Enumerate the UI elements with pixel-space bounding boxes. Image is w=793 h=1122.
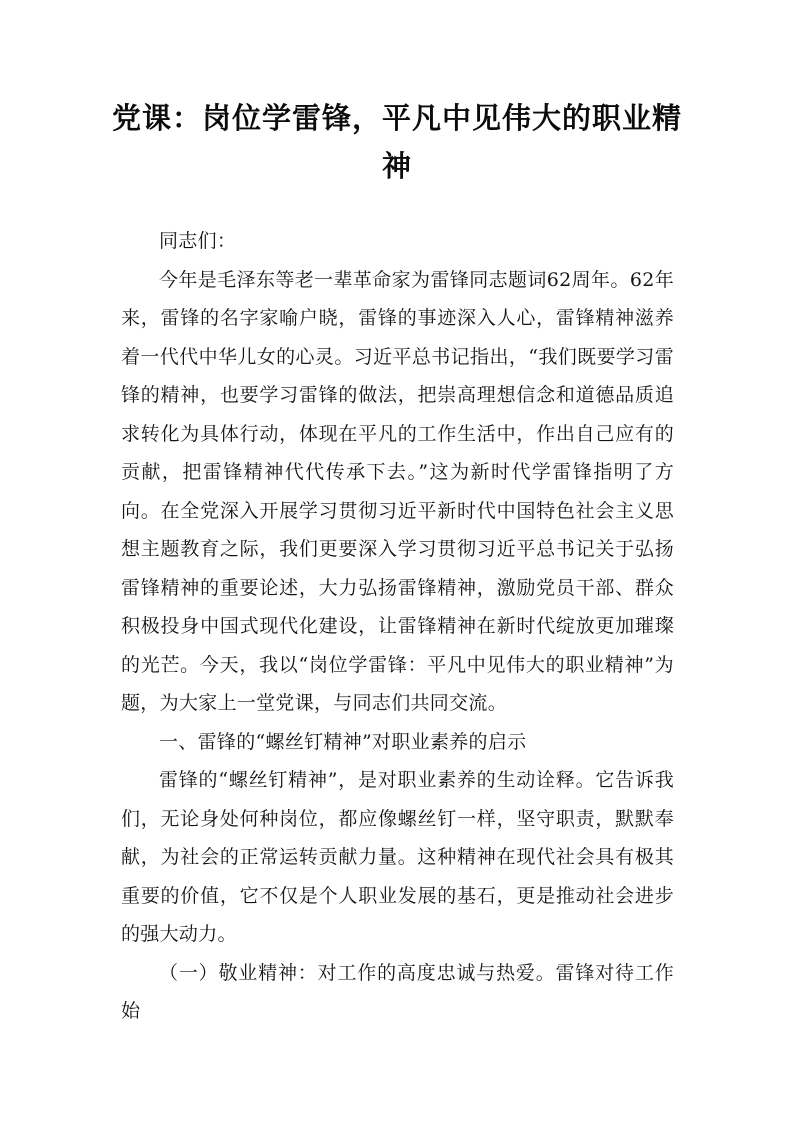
document-title: 党课：岗位学雷锋，平凡中见伟大的职业精神 [111,101,682,183]
section-heading-1: 一、雷锋的“螺丝钉精神”对职业素养的启示 [159,730,527,753]
greeting: 同志们： [159,230,237,252]
paragraph-dedication: （一）敬业精神：对工作的高度忠诚与热爱。雷锋对待工作始 [121,961,674,1022]
paragraph-screw-spirit: 雷锋的“螺丝钉精神”，是对职业素养的生动诠释。它告诉我们，无论身处何种岗位，都应像螺丝钉一样，坚守职责，默默奉献，为社会的正常运转贡献力量。这种精神在现代社会具有极其重要的价值，它不仅是个人职业发展的基石，更是推动社会进步的强大动力。 [121,769,674,945]
document-body [121,222,674,1031]
paragraph-intro: 今年是毛泽东等老一辈革命家为雷锋同志题词62周年。62年来，雷锋的名字家喻户晓，雷锋的事迹深入人心，雷锋精神滋养着一代代中华儿女的心灵。习近平总书记指出，“我们既要学习雷锋的精神，也要学习雷锋的做法，把崇高理想信念和道德品质追求转化为具体行动，体现在平凡的工作生活中，作出自己应有的贡献，把雷锋精神代代传承下去。”这为新时代学雷锋指明了方向。在全党深入开展学习贯彻习近平新时代中国特色社会主义思想主题教育之际，我们更要深入学习贯彻习近平总书记关于弘扬雷锋精神的重要论述，大力弘扬雷锋精神，激励党员干部、群众积极投身中国式现代化建设，让雷锋精神在新时代绽放更加璀璨的光芒。今天，我以“岗位学雷锋：平凡中见伟大的职业精神”为题，为大家上一堂党课，与同志们共同交流。 [121,268,674,714]
